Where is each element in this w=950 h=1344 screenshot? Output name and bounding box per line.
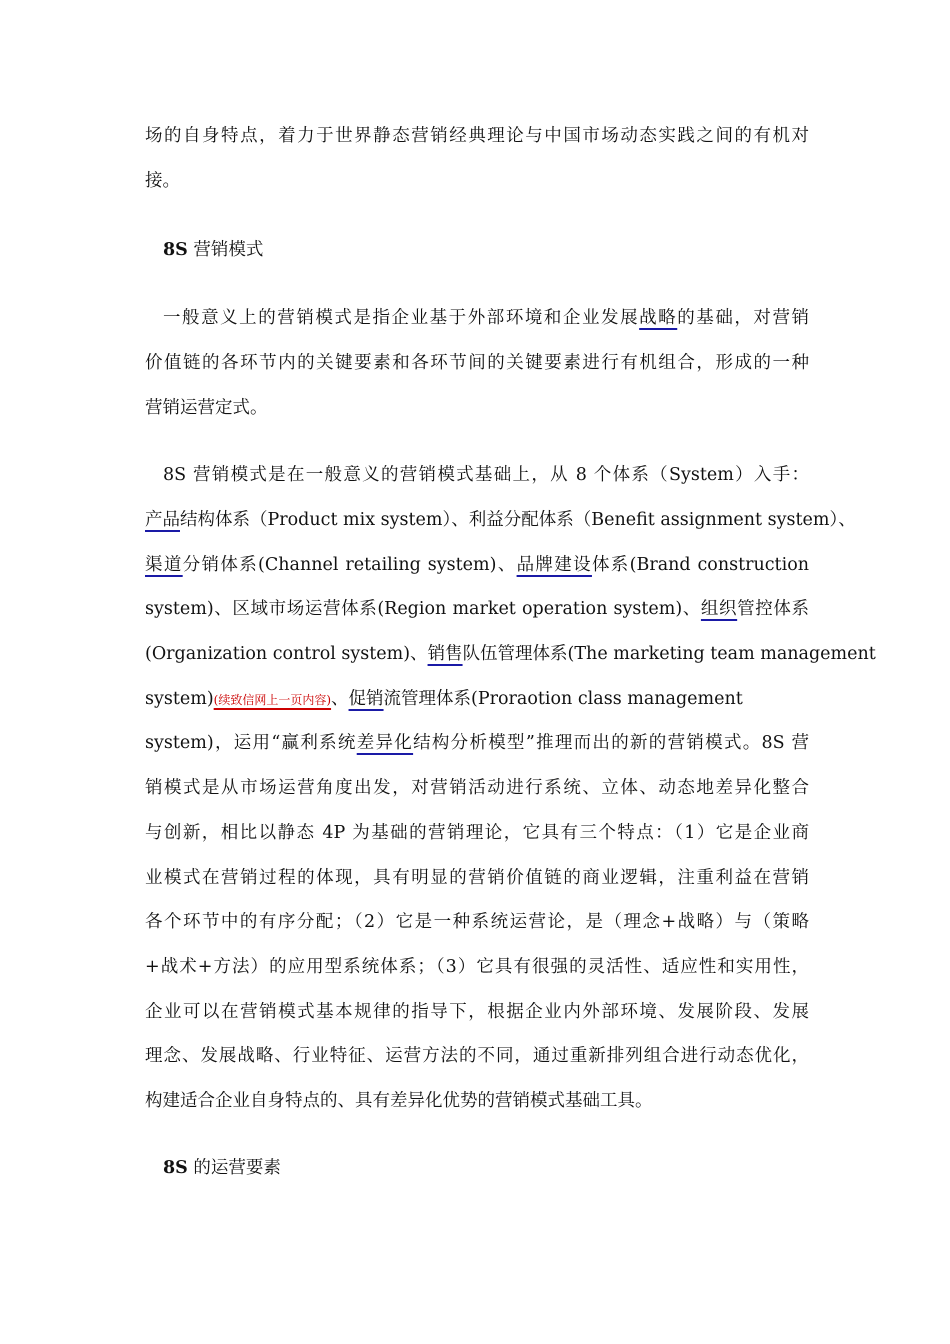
- para2-line-2: [145, 508, 856, 532]
- para2-text: (Organization control system)、: [145, 644, 428, 664]
- link-product[interactable]: 产品: [145, 510, 180, 530]
- para2-text: 结构体系（Product mix system）、利益分配体系（Benefit assignment system）、: [180, 510, 856, 530]
- heading-text: 营销模式: [187, 240, 264, 260]
- para2-text: 队伍管理体系(The marketing team management: [462, 644, 876, 664]
- link-differentiation[interactable]: 差异化: [356, 733, 414, 753]
- para2-line-9: 与创新，相比以静态 4P 为基础的营销理论，它具有三个特点：（1）它是企业商: [145, 823, 809, 843]
- para1-line-2: 价值链的各环节内的关键要素和各环节间的关键要素进行有机组合，形成的一种: [145, 353, 809, 373]
- para2-text: system)、区域市场运营体系(Region market operation system)、: [145, 599, 701, 619]
- link-brand-building[interactable]: 品牌建设: [516, 555, 592, 575]
- para2-line-1: 8S 营销模式是在一般意义的营销模式基础上，从 8 个体系（System）入手：: [163, 465, 809, 485]
- para2-line-8: 销模式是从市场运营角度出发，对营销活动进行系统、立体、动态地差异化整合: [145, 778, 809, 798]
- heading-bold-text: 8S: [163, 1158, 188, 1178]
- para2-text: 体系(Brand construction: [591, 555, 809, 575]
- para2-line-4: [145, 597, 809, 621]
- para1-text: 的基础，对营销: [677, 308, 810, 328]
- para2-line-7: [145, 731, 809, 755]
- heading-text: 的运营要素: [187, 1158, 281, 1178]
- para2-text: system)，运用“赢利系统: [145, 733, 357, 753]
- para2-text: 分销体系(Channel retailing system)、: [182, 555, 517, 575]
- link-sales[interactable]: 销售: [427, 644, 463, 664]
- para2-line-3: [145, 553, 809, 577]
- para2-line-6: [145, 687, 809, 712]
- continuation-note-link[interactable]: (续致信网上一页内容): [213, 693, 332, 707]
- para2-text: 、: [331, 689, 349, 709]
- para2-text: 结构分析模型”推理而出的新的营销模式。8S 营: [413, 733, 810, 753]
- para2-line-13: 企业可以在营销模式基本规律的指导下，根据企业内外部环境、发展阶段、发展: [145, 1002, 809, 1022]
- para2-text: 管控体系: [737, 599, 810, 619]
- heading-bold-text: 8S: [163, 240, 188, 260]
- para2-line-14: 理念、发展战略、行业特征、运营方法的不同，通过重新排列组合进行动态优化，: [145, 1046, 809, 1066]
- para2-line-10: 业模式在营销过程的体现，具有明显的营销价值链的商业逻辑，注重利益在营销: [145, 868, 809, 888]
- link-organization[interactable]: 组织: [700, 599, 738, 619]
- para1-line-1: [163, 306, 809, 330]
- link-strategy[interactable]: 战略: [639, 308, 678, 328]
- para1-line-3: 营销运营定式。: [145, 398, 268, 418]
- section-heading-8s-marketing-model: [163, 238, 809, 262]
- link-channel[interactable]: 渠道: [145, 555, 183, 575]
- para2-text: 流管理体系(Proraotion class management: [383, 689, 743, 709]
- intro-line-2: 接。: [145, 171, 180, 191]
- link-promotion[interactable]: 促销: [348, 689, 384, 709]
- para2-line-11: 各个环节中的有序分配；（2）它是一种系统运营论，是（理念+战略）与（策略: [145, 912, 809, 932]
- section-heading-8s-operating-elements: [163, 1156, 809, 1180]
- para2-text: system): [145, 689, 214, 709]
- intro-line-1: 场的自身特点，着力于世界静态营销经典理论与中国市场动态实践之间的有机对: [145, 126, 809, 146]
- para2-line-15: 构建适合企业自身特点的、具有差异化优势的营销模式基础工具。: [145, 1091, 653, 1111]
- para2-line-12: +战术+方法）的应用型系统体系；（3）它具有很强的灵活性、适应性和实用性，: [145, 957, 809, 977]
- para1-text: 一般意义上的营销模式是指企业基于外部环境和企业发展: [163, 308, 640, 328]
- para2-line-5: [145, 642, 876, 666]
